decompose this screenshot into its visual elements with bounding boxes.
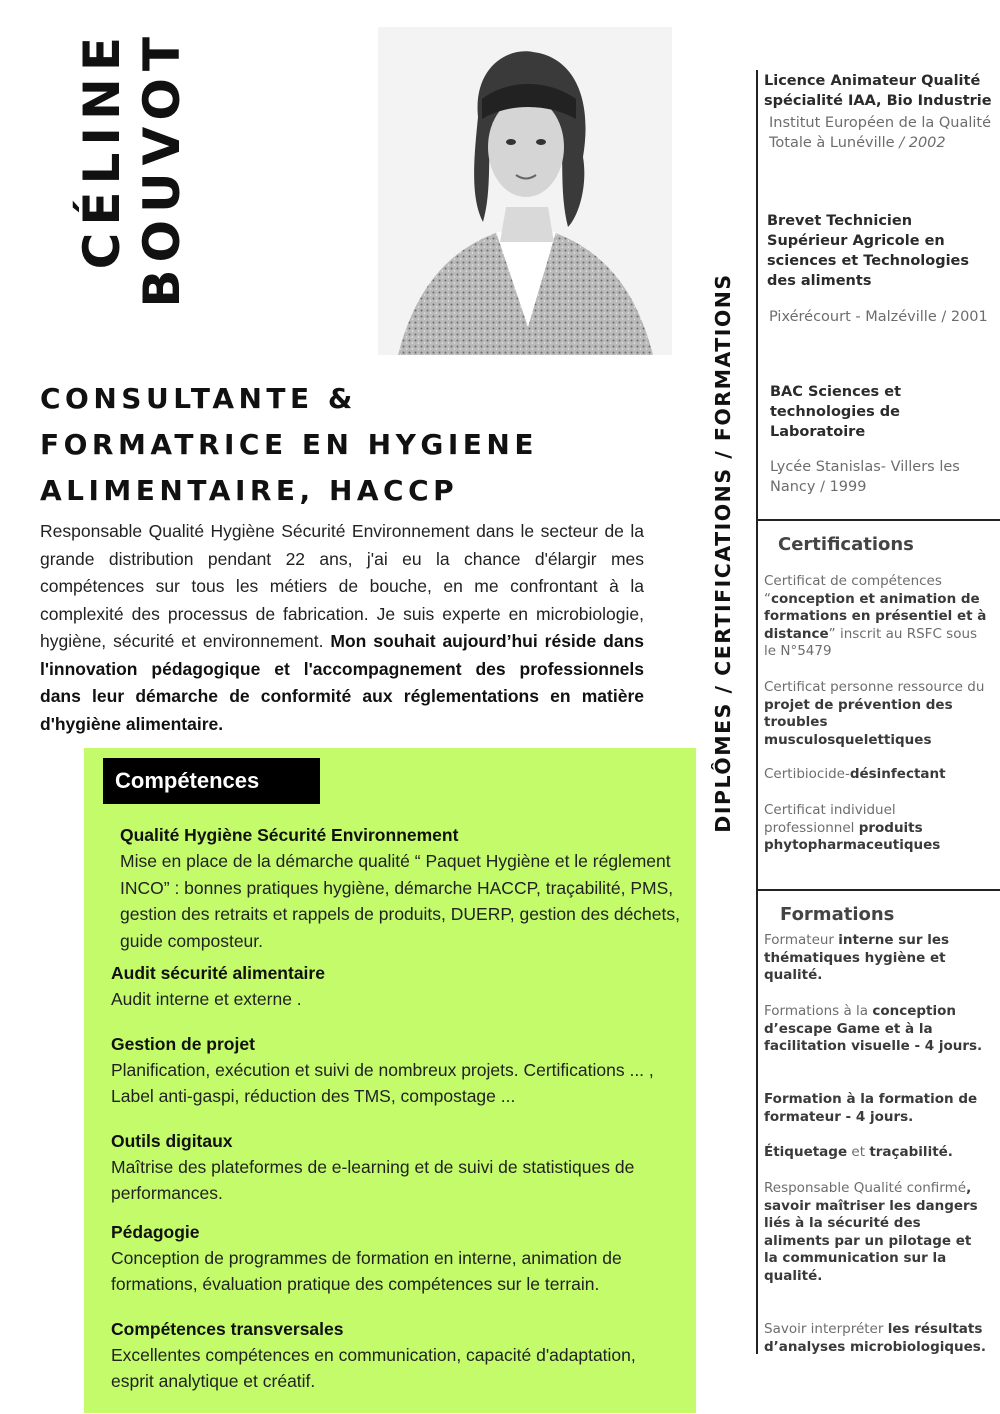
formation-text: Responsable Qualité confirmé xyxy=(764,1180,967,1196)
certifications-heading: Certifications xyxy=(778,534,914,555)
competence-title: Qualité Hygiène Sécurité Environnement xyxy=(120,825,459,845)
job-title xyxy=(40,376,660,514)
competence-item xyxy=(111,1316,681,1395)
name-block xyxy=(72,30,202,345)
competence-title: Compétences transversales xyxy=(111,1318,344,1339)
diploma-place xyxy=(769,113,994,153)
cert-bold: produits phytopharmaceutiques xyxy=(764,819,941,854)
competence-title: Audit sécurité alimentaire xyxy=(111,963,325,983)
column-divider xyxy=(756,70,758,1354)
cert-text: Certificat personne ressource du xyxy=(764,679,985,695)
job-title-line: FORMATRICE EN HYGIENE xyxy=(40,428,538,461)
job-title-line: CONSULTANTE & xyxy=(40,382,357,415)
competence-text: Maîtrise des plateformes de e-learning et de suivi de statistiques de performances. xyxy=(111,1156,635,1203)
formation-item xyxy=(764,1321,989,1356)
diploma-place: Lycée Stanislas- Villers les Nancy / 1999 xyxy=(770,459,960,495)
competence-title: Pédagogie xyxy=(111,1221,200,1242)
diploma-place-text: Institut Européen de la Qualité Totale à Lunéville xyxy=(769,115,992,151)
formation-bold: traçabilité. xyxy=(869,1144,953,1160)
job-title-line: ALIMENTAIRE, HACCP xyxy=(40,474,459,507)
competences-list xyxy=(111,822,681,1413)
diploma-item xyxy=(770,382,1000,497)
certification-item xyxy=(764,679,989,749)
cert-text: ” inscrit au RSFC sous le N°5479 xyxy=(764,625,978,660)
formation-bold: conception d’escape Game et à la facilitation visuelle - 4 jours. xyxy=(764,1003,983,1055)
formation-bold: , savoir maîtriser les dangers liés à la sécurité des aliments par un pilotage et la communication sur la qualité. xyxy=(764,1180,978,1284)
diploma-title: Licence Animateur Qualité spécialité IAA, Bio Industrie xyxy=(764,73,992,109)
cert-text: Certificat individuel professionnel xyxy=(764,802,896,836)
diploma-item xyxy=(764,71,994,153)
intro-bold-text: Mon souhait aujourd’hui réside dans l'innovation pédagogique et l'accompagnement des professionnels dans leur démarche de conformité aux réglementations en matière d'hygiène alimentaire. xyxy=(40,631,644,734)
cert-bold: conception et animation de formations en présentiel et à distance xyxy=(764,590,987,642)
formation-text: Savoir interpréter xyxy=(764,1321,888,1337)
competence-item xyxy=(120,822,681,954)
competence-title: Outils digitaux xyxy=(111,1130,233,1151)
cert-text: Certificat de compétences “ xyxy=(764,573,942,607)
formation-item xyxy=(764,1003,989,1056)
competences-section xyxy=(84,748,696,1413)
formation-bold: interne sur les thématiques hygiène et qualité. xyxy=(764,932,950,984)
cert-bold: projet de prévention des troubles musculosquelettiques xyxy=(764,696,953,748)
formation-item xyxy=(764,932,989,985)
diploma-year: / 2002 xyxy=(899,135,946,151)
formation-bold: les résultats d’analyses microbiologiques. xyxy=(764,1321,986,1355)
formation-text: Formateur xyxy=(764,932,839,948)
diploma-place: Pixérécourt - Malzéville / 2001 xyxy=(769,309,988,325)
last-name: BOUVOT xyxy=(133,30,191,308)
formations-heading: Formations xyxy=(780,904,895,925)
certification-item xyxy=(764,766,989,784)
competence-text: Excellentes compétences en communication, capacité d'adaptation, esprit analytique et créatif. xyxy=(111,1344,636,1391)
competence-item xyxy=(111,1219,681,1298)
formation-item xyxy=(764,1091,989,1126)
diploma-title: BAC Sciences et technologies de Laboratoire xyxy=(770,384,902,440)
competence-item xyxy=(111,960,681,1013)
certification-item xyxy=(764,802,989,855)
cert-bold: désinfectant xyxy=(849,766,946,782)
formation-item xyxy=(764,1180,989,1286)
formation-bold: Étiquetage xyxy=(764,1144,848,1160)
competence-text: Mise en place de la démarche qualité “ Paquet Hygiène et le réglement INCO” : bonnes pratiques hygiène, démarche HACCP, traçabilité, PMS, gestion des retraits et rappels de produits, DUERP, gestion des déchets, guide composteur. xyxy=(120,851,680,951)
certification-item xyxy=(764,573,989,661)
side-label-block xyxy=(703,268,743,838)
intro-text: Responsable Qualité Hygiène Sécurité Environnement dans le secteur de la grande distribution pendant 22 ans, j'ai eu la chance d'élargir mes compétences sur tous les métiers de bouche, en me confrontant à la complexité des processus de fabrication. Je suis experte en microbiologie, hygiène, sécurité et environnement. xyxy=(40,521,644,651)
competence-title: Gestion de projet xyxy=(111,1033,255,1054)
candidate-name xyxy=(72,30,202,345)
diploma-title: Brevet Technicien Supérieur Agricole en sciences et Technologies des aliments xyxy=(767,213,970,289)
competence-text: Audit interne et externe . xyxy=(111,989,302,1009)
formation-item xyxy=(764,1144,989,1162)
side-label: DIPLÔMES / CERTIFICATIONS / FORMATIONS xyxy=(711,273,735,833)
first-name: CÉLINE xyxy=(73,30,131,270)
competence-text: Conception de programmes de formation en interne, animation de formations, évaluation pratique des compétences sur le terrain. xyxy=(111,1247,622,1294)
formation-text: Formations à la xyxy=(764,1003,873,1019)
competence-item xyxy=(111,1128,681,1207)
section-divider xyxy=(757,519,1000,521)
section-divider xyxy=(757,889,1000,891)
competences-heading: Compétences xyxy=(103,758,320,804)
formation-text: et xyxy=(847,1144,870,1160)
competence-text: Planification, exécution et suivi de nombreux projets. Certifications ... , Label anti-gaspi, réduction des TMS, compostage ... xyxy=(111,1059,654,1106)
portrait-photo xyxy=(378,27,672,355)
diploma-item xyxy=(767,211,997,327)
intro-paragraph xyxy=(40,518,644,738)
cert-text: Certibiocide- xyxy=(764,766,850,782)
competence-item xyxy=(111,1031,681,1110)
formation-bold: Formation à la formation de formateur - 4 jours. xyxy=(764,1091,978,1125)
